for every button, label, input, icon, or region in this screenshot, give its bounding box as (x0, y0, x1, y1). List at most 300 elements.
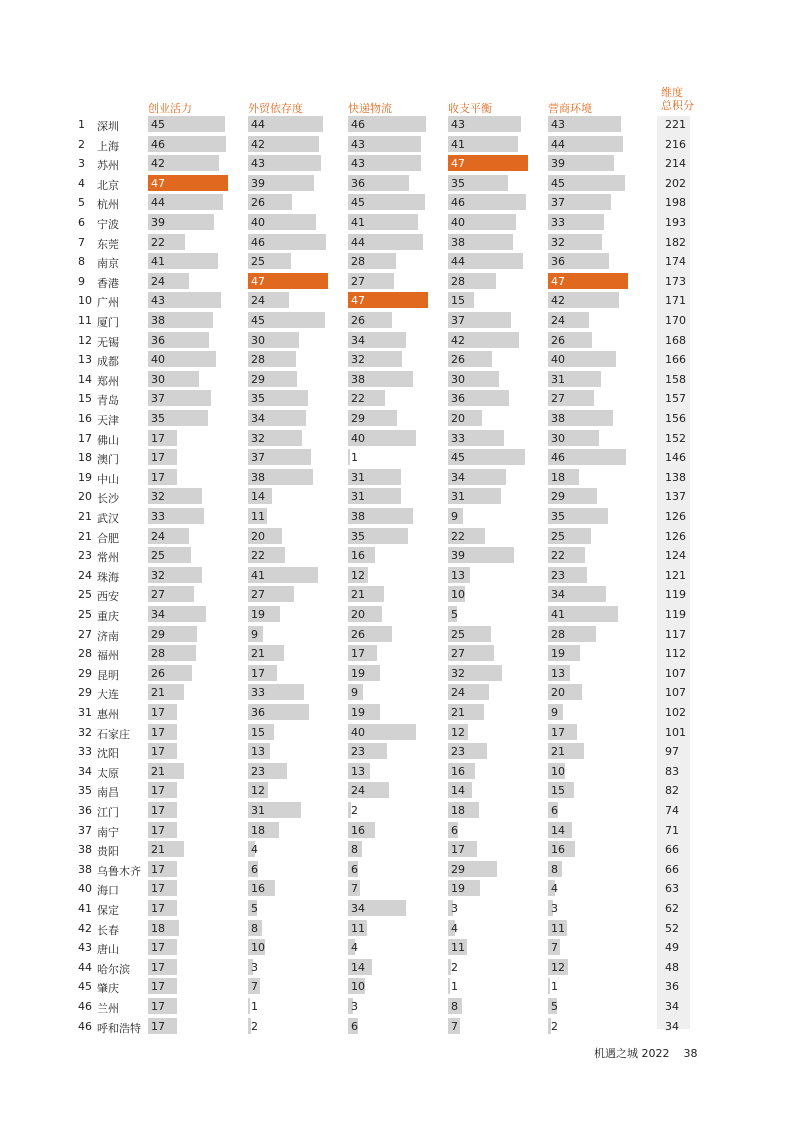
score-value: 5 (551, 1000, 558, 1013)
score-value: 23 (451, 745, 465, 759)
city-cell: 西安 (97, 590, 119, 604)
score-value: 24 (351, 784, 365, 798)
page-footer (594, 1045, 698, 1061)
rank-cell: 21 (78, 529, 92, 543)
score-value: 41 (551, 608, 565, 621)
score-value: 46 (151, 137, 165, 151)
city-cell: 海口 (97, 884, 119, 898)
rank-cell: 25 (78, 608, 92, 621)
city-cell: 沈阳 (97, 747, 119, 761)
score-value: 35 (551, 510, 565, 523)
rank-cell: 29 (78, 686, 92, 700)
city-cell: 惠州 (97, 708, 119, 721)
city-cell: 深圳 (97, 120, 119, 133)
score-value: 42 (451, 333, 465, 347)
score-value: 21 (551, 745, 565, 759)
score-value: 17 (151, 451, 165, 465)
score-value: 18 (551, 470, 565, 484)
score-value: 2 (251, 1019, 258, 1033)
rank-cell: 11 (78, 314, 92, 327)
total-cell: 193 (665, 216, 686, 229)
rank-cell: 8 (78, 255, 85, 269)
score-bar (448, 978, 450, 994)
rank-cell: 33 (78, 745, 92, 759)
score-value: 9 (551, 706, 558, 719)
score-value: 19 (551, 647, 565, 661)
score-value: 17 (151, 980, 165, 994)
score-value: 42 (551, 294, 565, 308)
score-value: 20 (451, 412, 465, 425)
score-value: 26 (351, 314, 365, 327)
score-value: 11 (351, 921, 365, 935)
score-value: 38 (351, 510, 365, 523)
score-value: 14 (251, 490, 265, 504)
total-cell: 102 (665, 706, 686, 719)
score-value: 29 (351, 412, 365, 425)
score-value: 11 (451, 941, 465, 955)
total-cell: 173 (665, 274, 686, 288)
score-value: 9 (451, 510, 458, 523)
rank-cell: 29 (78, 666, 92, 680)
total-cell: 124 (665, 549, 686, 563)
score-value: 43 (451, 118, 465, 131)
rank-cell: 5 (78, 196, 85, 210)
score-value: 25 (551, 529, 565, 543)
table-row (0, 527, 793, 547)
city-cell: 哈尔滨 (97, 962, 130, 976)
rank-cell: 2 (78, 137, 85, 151)
table-row (0, 389, 793, 409)
score-value: 17 (151, 784, 165, 798)
score-value: 21 (351, 588, 365, 602)
rank-cell: 14 (78, 372, 92, 386)
total-cell: 34 (665, 1000, 679, 1013)
total-cell: 74 (665, 804, 679, 817)
rank-cell: 32 (78, 725, 92, 739)
rank-cell: 43 (78, 941, 92, 955)
score-value: 11 (251, 510, 265, 523)
score-value: 44 (551, 137, 565, 151)
total-cell: 126 (665, 529, 686, 543)
score-value: 6 (351, 862, 358, 876)
score-value: 32 (251, 431, 265, 445)
score-value: 1 (551, 980, 558, 994)
city-cell: 珠海 (97, 570, 119, 584)
table-row (0, 938, 793, 958)
city-cell: 南昌 (97, 786, 119, 800)
score-value: 28 (251, 353, 265, 367)
score-value: 17 (151, 902, 165, 915)
score-value: 46 (251, 235, 265, 249)
column-header-total (661, 86, 694, 112)
score-value: 17 (151, 1019, 165, 1033)
city-cell: 厦门 (97, 316, 119, 329)
score-value: 3 (251, 960, 258, 974)
score-value: 22 (351, 392, 365, 406)
rank-cell: 38 (78, 843, 92, 857)
score-bar (548, 978, 550, 994)
score-value: 21 (151, 686, 165, 700)
rank-cell: 10 (78, 294, 92, 308)
score-value: 7 (451, 1019, 458, 1033)
score-value: 13 (251, 745, 265, 759)
total-cell: 71 (665, 823, 679, 837)
rank-cell: 7 (78, 235, 85, 249)
total-cell: 126 (665, 510, 686, 523)
column-header-fiscal-balance: 收支平衡 (448, 102, 492, 115)
score-value: 44 (251, 118, 265, 131)
score-value: 38 (151, 314, 165, 327)
score-value: 13 (451, 568, 465, 582)
score-value: 30 (251, 333, 265, 347)
city-cell: 北京 (97, 178, 119, 192)
score-value: 18 (151, 921, 165, 935)
score-value: 36 (451, 392, 465, 406)
score-value: 7 (551, 941, 558, 955)
score-value: 26 (451, 353, 465, 367)
score-value: 17 (151, 745, 165, 759)
table-row (0, 154, 793, 174)
score-value: 14 (451, 784, 465, 798)
rank-cell: 6 (78, 216, 85, 229)
city-cell: 郑州 (97, 374, 119, 388)
score-value: 40 (251, 216, 265, 229)
city-cell: 保定 (97, 904, 119, 917)
rank-cell: 19 (78, 470, 92, 484)
table-row (0, 193, 793, 213)
total-cell: 157 (665, 392, 686, 406)
column-header-entrepreneurship: 创业活力 (148, 102, 192, 115)
total-header-line1: 维度 (661, 86, 683, 99)
score-value: 17 (151, 1000, 165, 1013)
score-value: 13 (351, 764, 365, 778)
score-value: 6 (351, 1019, 358, 1033)
total-cell: 34 (665, 1019, 679, 1033)
rank-cell: 3 (78, 157, 85, 171)
score-value: 33 (151, 510, 165, 523)
score-value: 29 (251, 372, 265, 386)
score-value: 23 (551, 568, 565, 582)
rank-cell: 35 (78, 784, 92, 798)
score-value: 22 (151, 235, 165, 249)
score-value: 31 (551, 372, 565, 386)
table-row (0, 644, 793, 664)
score-value: 24 (451, 686, 465, 700)
total-cell: 166 (665, 353, 686, 367)
total-cell: 171 (665, 294, 686, 308)
rank-cell: 45 (78, 980, 92, 994)
score-value: 43 (351, 157, 365, 171)
score-value: 45 (551, 176, 565, 190)
score-value: 29 (151, 627, 165, 641)
table-row (0, 272, 793, 292)
total-cell: 146 (665, 451, 686, 465)
city-cell: 澳门 (97, 453, 119, 467)
total-cell: 52 (665, 921, 679, 935)
score-value: 13 (551, 666, 565, 680)
total-cell: 66 (665, 843, 679, 857)
city-cell: 香港 (97, 276, 119, 290)
total-cell: 168 (665, 333, 686, 347)
rank-cell: 34 (78, 764, 92, 778)
total-cell: 137 (665, 490, 686, 504)
score-value: 16 (551, 843, 565, 857)
table-row (0, 370, 793, 390)
city-cell: 南宁 (97, 825, 119, 839)
table-row (0, 723, 793, 743)
score-value: 40 (351, 431, 365, 445)
total-cell: 112 (665, 647, 686, 661)
city-cell: 长春 (97, 923, 119, 937)
table-row (0, 840, 793, 860)
score-value: 16 (451, 764, 465, 778)
total-cell: 119 (665, 588, 686, 602)
score-value: 42 (151, 157, 165, 171)
score-value: 20 (351, 608, 365, 621)
score-value: 38 (451, 235, 465, 249)
total-cell: 36 (665, 980, 679, 994)
score-value: 23 (351, 745, 365, 759)
score-value: 21 (151, 764, 165, 778)
score-value: 17 (151, 431, 165, 445)
score-value: 40 (451, 216, 465, 229)
table-row (0, 899, 793, 919)
score-value: 3 (351, 1000, 358, 1013)
score-value: 21 (251, 647, 265, 661)
table-row (0, 233, 793, 253)
table-row (0, 331, 793, 351)
score-value: 26 (251, 196, 265, 210)
score-value: 28 (551, 627, 565, 641)
page-number: 38 (683, 1047, 698, 1060)
city-cell: 合肥 (97, 531, 119, 545)
city-cell: 呼和浩特 (97, 1021, 141, 1035)
score-value: 25 (451, 627, 465, 641)
score-value: 35 (151, 412, 165, 425)
table-row (0, 487, 793, 507)
score-value: 12 (251, 784, 265, 798)
score-value: 33 (251, 686, 265, 700)
city-cell: 佛山 (97, 433, 119, 447)
score-value: 17 (251, 666, 265, 680)
city-cell: 大连 (97, 688, 119, 702)
score-value: 17 (351, 647, 365, 661)
score-value: 4 (351, 941, 358, 955)
score-value: 31 (251, 804, 265, 817)
total-cell: 158 (665, 372, 686, 386)
table-row (0, 350, 793, 370)
city-cell: 唐山 (97, 943, 119, 957)
score-value: 36 (351, 176, 365, 190)
score-value: 17 (151, 862, 165, 876)
table-row (0, 605, 793, 625)
total-cell: 198 (665, 196, 686, 210)
city-cell: 肇庆 (97, 982, 119, 996)
total-cell: 49 (665, 941, 679, 955)
score-value: 3 (451, 902, 458, 915)
table-row (0, 664, 793, 684)
total-cell: 202 (665, 176, 686, 190)
score-value: 8 (351, 843, 358, 857)
score-value: 37 (451, 314, 465, 327)
city-cell: 南京 (97, 257, 119, 271)
table-row (0, 958, 793, 978)
score-value: 15 (551, 784, 565, 798)
score-value: 35 (451, 176, 465, 190)
city-cell: 武汉 (97, 512, 119, 525)
score-value: 6 (451, 823, 458, 837)
city-cell: 太原 (97, 766, 119, 780)
total-cell: 121 (665, 568, 686, 582)
city-cell: 上海 (97, 139, 119, 153)
score-value: 25 (251, 255, 265, 269)
score-value: 39 (251, 176, 265, 190)
table-row (0, 762, 793, 782)
total-cell: 214 (665, 157, 686, 171)
score-value: 34 (551, 588, 565, 602)
score-value: 43 (351, 137, 365, 151)
score-value: 2 (551, 1019, 558, 1033)
table-row (0, 448, 793, 468)
score-value: 40 (351, 725, 365, 739)
score-value: 47 (351, 294, 365, 308)
score-value: 2 (351, 804, 358, 817)
score-value: 17 (151, 804, 165, 817)
score-value: 17 (151, 706, 165, 719)
table-row (0, 742, 793, 762)
score-value: 39 (451, 549, 465, 563)
score-value: 43 (251, 157, 265, 171)
table-row (0, 507, 793, 527)
score-value: 12 (351, 568, 365, 582)
score-value: 6 (551, 804, 558, 817)
score-value: 10 (551, 764, 565, 778)
rank-cell: 46 (78, 1019, 92, 1033)
table-row (0, 115, 793, 135)
score-value: 45 (351, 196, 365, 210)
score-value: 36 (551, 255, 565, 269)
table-row (0, 291, 793, 311)
rank-cell: 12 (78, 333, 92, 347)
rank-cell: 17 (78, 431, 92, 445)
rank-cell: 28 (78, 647, 92, 661)
total-cell: 221 (665, 118, 686, 131)
score-value: 10 (351, 980, 365, 994)
score-value: 44 (351, 235, 365, 249)
score-value: 17 (551, 725, 565, 739)
score-value: 17 (151, 960, 165, 974)
score-value: 24 (151, 274, 165, 288)
table-row (0, 997, 793, 1017)
score-value: 34 (151, 608, 165, 621)
score-value: 1 (351, 451, 358, 465)
table-row (0, 252, 793, 272)
score-value: 38 (551, 412, 565, 425)
total-cell: 48 (665, 960, 679, 974)
table-row (0, 429, 793, 449)
score-value: 37 (251, 451, 265, 465)
rank-cell: 25 (78, 588, 92, 602)
city-cell: 无锡 (97, 335, 119, 349)
score-value: 44 (451, 255, 465, 269)
score-value: 29 (551, 490, 565, 504)
score-value: 17 (151, 823, 165, 837)
rank-cell: 42 (78, 921, 92, 935)
score-value: 40 (551, 353, 565, 367)
score-value: 5 (251, 902, 258, 915)
rank-cell: 1 (78, 118, 85, 131)
score-value: 43 (151, 294, 165, 308)
score-value: 20 (251, 529, 265, 543)
total-cell: 170 (665, 314, 686, 327)
rank-cell: 41 (78, 902, 92, 915)
table-row (0, 311, 793, 331)
rank-cell: 27 (78, 627, 92, 641)
score-value: 34 (451, 470, 465, 484)
table-row (0, 546, 793, 566)
score-value: 38 (251, 470, 265, 484)
table-row (0, 860, 793, 880)
score-value: 34 (251, 412, 265, 425)
city-cell: 长沙 (97, 492, 119, 506)
rank-cell: 21 (78, 510, 92, 523)
score-value: 32 (451, 666, 465, 680)
score-value: 24 (151, 529, 165, 543)
table-row (0, 683, 793, 703)
score-value: 28 (151, 647, 165, 661)
score-value: 5 (451, 608, 458, 621)
table-row (0, 468, 793, 488)
score-value: 10 (251, 941, 265, 955)
score-value: 46 (551, 451, 565, 465)
score-value: 21 (151, 843, 165, 857)
rank-cell: 31 (78, 706, 92, 719)
score-value: 17 (151, 941, 165, 955)
score-value: 46 (451, 196, 465, 210)
total-cell: 138 (665, 470, 686, 484)
table-row (0, 919, 793, 939)
total-cell: 82 (665, 784, 679, 798)
score-value: 19 (351, 706, 365, 719)
score-value: 33 (551, 216, 565, 229)
total-cell: 83 (665, 764, 679, 778)
score-value: 3 (551, 902, 558, 915)
table-row (0, 625, 793, 645)
score-value: 4 (251, 843, 258, 857)
score-value: 15 (251, 725, 265, 739)
table-row (0, 821, 793, 841)
score-value: 39 (151, 216, 165, 229)
score-value: 25 (151, 549, 165, 563)
score-value: 4 (551, 882, 558, 896)
rank-cell: 24 (78, 568, 92, 582)
score-value: 15 (451, 294, 465, 308)
rank-cell: 13 (78, 353, 92, 367)
total-cell: 174 (665, 255, 686, 269)
score-value: 47 (251, 274, 265, 288)
total-cell: 63 (665, 882, 679, 896)
score-value: 2 (451, 960, 458, 974)
score-value: 32 (551, 235, 565, 249)
column-header-express-logistics: 快递物流 (348, 102, 392, 115)
city-cell: 重庆 (97, 610, 119, 623)
city-cell: 青岛 (97, 394, 119, 408)
score-value: 22 (251, 549, 265, 563)
total-cell: 152 (665, 431, 686, 445)
score-value: 31 (351, 490, 365, 504)
score-bar (248, 998, 250, 1014)
total-cell: 107 (665, 666, 686, 680)
